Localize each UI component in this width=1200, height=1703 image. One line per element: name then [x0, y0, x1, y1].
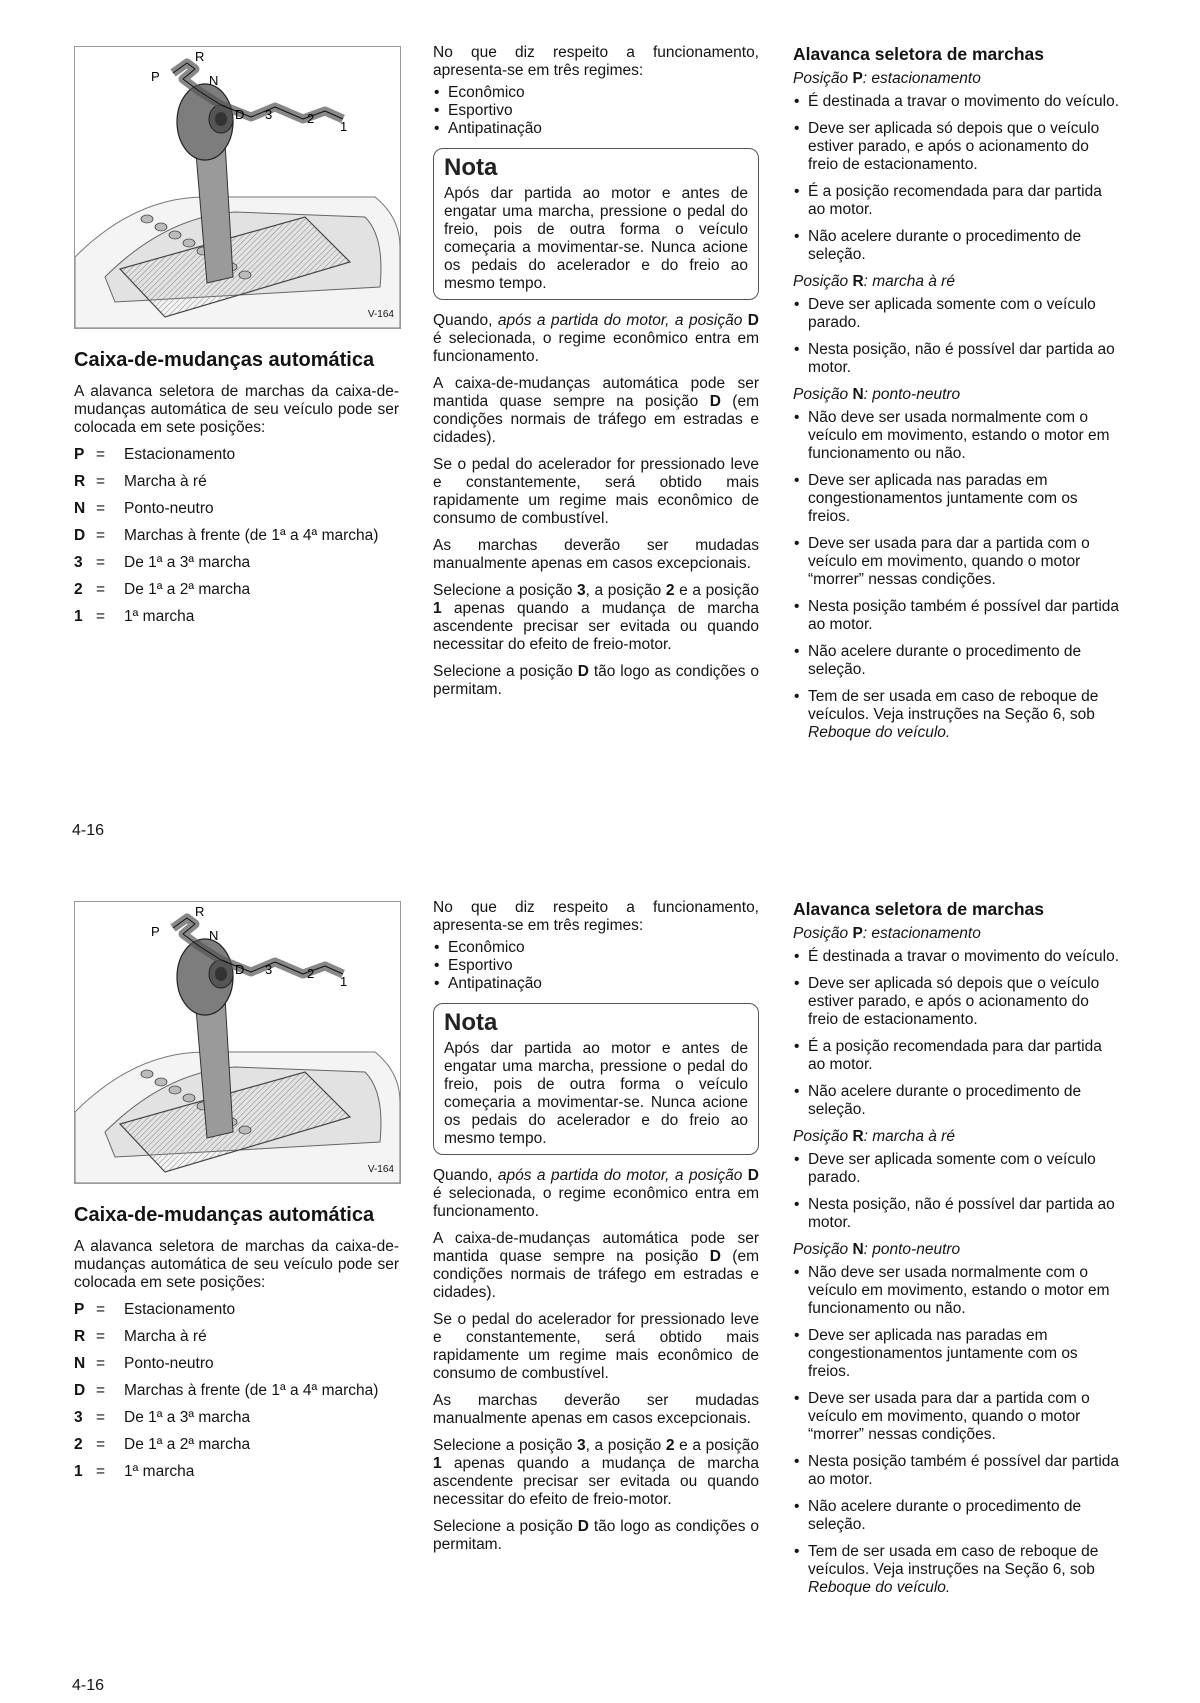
page-copy-bottom [0, 855, 1200, 1703]
column-right [793, 44, 1123, 751]
intro-text: A alavanca seletora de marchas da caixa-de-mudanças automática de seu veículo pode ser colocada em sete posições: [74, 383, 399, 436]
gate-label-p: P [151, 924, 160, 939]
equals-sign: = [96, 608, 106, 625]
text-span: e a posição [674, 1437, 759, 1454]
paragraph-positions [433, 582, 759, 654]
position-value: 1ª marcha [124, 608, 195, 625]
gate-label-2: 2 [307, 111, 315, 126]
bullet-item: • Não acelere durante o procedimento de seleção. [793, 1083, 1123, 1119]
position-item [74, 527, 399, 554]
column-middle [433, 899, 759, 1563]
text-span: Quando, [433, 1167, 498, 1184]
text-span: Posição [793, 273, 853, 290]
text-span: tão logo as condições o permitam. [433, 663, 759, 698]
figure-code: V-164 [367, 1164, 394, 1175]
note-box [433, 1003, 759, 1155]
equals-sign: = [96, 554, 106, 571]
section-title: Caixa-de-mudanças automática [74, 349, 375, 371]
intro-text: A alavanca seletora de marchas da caixa-de-mudanças automática de seu veículo pode ser colocada em sete posições: [74, 1238, 399, 1291]
column-right [793, 899, 1123, 1606]
bullet-item: • Deve ser usada para dar a partida com o veículo em movimento, quando o motor “morrer” nessas condições. [793, 1390, 1123, 1444]
text-span: Posição [793, 1241, 853, 1258]
regimes-intro: No que diz respeito a funcionamento, apresenta-se em três regimes: [433, 899, 759, 934]
note-box [433, 148, 759, 300]
position-item [74, 500, 399, 527]
text-span: : estacionamento [862, 70, 981, 87]
gear-selector-illustration [75, 902, 400, 1183]
position-value: Marcha à ré [124, 473, 207, 490]
subheading-p [793, 925, 1123, 943]
bold-span: R [852, 1128, 864, 1145]
equals-sign: = [96, 500, 106, 517]
position-key: 2 [74, 581, 83, 598]
bold-span: D [577, 1518, 589, 1535]
bullet-item [793, 1543, 1123, 1597]
text-span: Tem de ser usada em caso de reboque de veículos. Veja instruções na Seção 6, sob [808, 688, 1099, 723]
text-span: apenas quando a mudança de marcha ascendente precisar ser evitada ou quando necessitar do efeito de freio-motor. [433, 1455, 759, 1508]
equals-sign: = [96, 527, 106, 544]
gate-label-n: N [209, 73, 219, 88]
position-value: Marcha à ré [124, 1328, 207, 1345]
bullet-item: • Deve ser aplicada somente com o veículo parado. [793, 1151, 1123, 1187]
text-span: Quando, [433, 312, 498, 329]
italic-span: após a partida do motor, a posição [497, 312, 743, 329]
bullet-item: • Não deve ser usada normalmente com o veículo em movimento, estando o motor em funcionamento ou não. [793, 409, 1123, 463]
position-list [74, 1301, 399, 1490]
bold-span: D [709, 1248, 721, 1265]
note-text: Após dar partida ao motor e antes de engatar uma marcha, pressione o pedal do freio, pois de outra forma o veículo começaria a movimentar-se. Nunca acione os pedais do acelerador e do freio ao mesmo tempo. [444, 1040, 748, 1147]
position-value: De 1ª a 2ª marcha [124, 1436, 251, 1453]
bullet-item: • Nesta posição também é possível dar partida ao motor. [793, 598, 1123, 634]
bold-span: P [852, 70, 863, 87]
bullet-item [793, 688, 1123, 742]
selector-title: Alavanca seletora de marchas [793, 44, 1044, 64]
section-title: Caixa-de-mudanças automática [74, 1204, 375, 1226]
text-span: , a posição [585, 582, 666, 599]
bold-span: 1 [433, 600, 442, 617]
text-span: A caixa-de-mudanças automática pode ser mantida quase sempre na posição [433, 1230, 759, 1265]
gate-label-p: P [151, 69, 160, 84]
note-title: Nota [444, 1009, 498, 1036]
position-value: Ponto-neutro [124, 500, 214, 517]
gate-label-2: 2 [307, 966, 315, 981]
equals-sign: = [96, 1409, 106, 1426]
gear-selector-illustration [75, 47, 400, 328]
bullet-item: • Deve ser usada para dar a partida com o veículo em movimento, quando o motor “morrer” nessas condições. [793, 535, 1123, 589]
position-key: 1 [74, 608, 83, 625]
text-span: Tem de ser usada em caso de reboque de veículos. Veja instruções na Seção 6, sob [808, 1543, 1099, 1578]
gate-label-1: 1 [340, 974, 348, 989]
paragraph-position-d [433, 375, 759, 447]
position-key: 3 [74, 1409, 83, 1426]
bullet-item: • Não acelere durante o procedimento de seleção. [793, 643, 1123, 679]
position-item [74, 446, 399, 473]
paragraph-manual: As marchas deverão ser mudadas manualmente apenas em casos excepcionais. [433, 537, 759, 572]
text-span: : ponto-neutro [863, 386, 961, 403]
position-key: N [74, 1355, 86, 1372]
bullet-item: • Deve ser aplicada somente com o veículo parado. [793, 296, 1123, 332]
text-span: é selecionada, o regime econômico entra em funcionamento. [433, 330, 759, 365]
text-span: Posição [793, 925, 853, 942]
bullets-p [793, 93, 1123, 264]
paragraph-select-d [433, 1518, 759, 1554]
bold-span: D [747, 312, 759, 329]
equals-sign: = [96, 1436, 106, 1453]
position-value: Marchas à frente (de 1ª a 4ª marcha) [124, 527, 379, 544]
equals-sign: = [96, 1328, 106, 1345]
subheading-n [793, 1241, 1123, 1259]
text-span: Posição [793, 386, 853, 403]
position-value: De 1ª a 3ª marcha [124, 554, 251, 571]
text-span: Posição [793, 70, 853, 87]
position-value: Marchas à frente (de 1ª a 4ª marcha) [124, 1382, 379, 1399]
position-key: 2 [74, 1436, 83, 1453]
position-key: D [74, 1382, 86, 1399]
position-item [74, 1463, 399, 1490]
page-copy-top [0, 0, 1200, 848]
paragraph-select-d [433, 663, 759, 699]
bold-span: 3 [577, 582, 586, 599]
bullet-item: • Nesta posição, não é possível dar partida ao motor. [793, 1196, 1123, 1232]
equals-sign: = [96, 1301, 106, 1318]
text-span: A caixa-de-mudanças automática pode ser mantida quase sempre na posição [433, 375, 759, 410]
position-item [74, 1436, 399, 1463]
text-span: e a posição [674, 582, 759, 599]
bold-span: R [852, 273, 864, 290]
italic-span: Reboque do veículo. [808, 724, 951, 741]
paragraph-position-d [433, 1230, 759, 1302]
bullet-item: • Não acelere durante o procedimento de seleção. [793, 1498, 1123, 1534]
gear-selector-figure [74, 901, 401, 1184]
position-key: P [74, 446, 85, 463]
regime-item: • Esportivo [433, 102, 759, 120]
regimes-list [433, 84, 759, 138]
equals-sign: = [96, 446, 106, 463]
gate-label-d: D [235, 107, 245, 122]
text-span: Selecione a posição [433, 663, 578, 680]
gate-label-r: R [195, 904, 205, 919]
paragraph-startup [433, 1167, 759, 1221]
text-span: Selecione a posição [433, 1518, 578, 1535]
bullets-r [793, 296, 1123, 377]
bold-span: 1 [433, 1455, 442, 1472]
bold-span: N [852, 386, 864, 403]
regime-item: • Econômico [433, 84, 759, 102]
text-span: , a posição [585, 1437, 666, 1454]
position-item [74, 1301, 399, 1328]
position-item [74, 554, 399, 581]
paragraph-manual: As marchas deverão ser mudadas manualmente apenas em casos excepcionais. [433, 1392, 759, 1427]
gear-selector-figure [74, 46, 401, 329]
position-value: De 1ª a 3ª marcha [124, 1409, 251, 1426]
position-item [74, 1382, 399, 1409]
text-span: é selecionada, o regime econômico entra em funcionamento. [433, 1185, 759, 1220]
gate-label-d: D [235, 962, 245, 977]
bullet-item: • Deve ser aplicada só depois que o veículo estiver parado, e após o acionamento do freio de estacionamento. [793, 120, 1123, 174]
equals-sign: = [96, 1463, 106, 1480]
bold-span: N [852, 1241, 864, 1258]
bullets-r [793, 1151, 1123, 1232]
bullet-item: • Deve ser aplicada nas paradas em congestionamentos juntamente com os freios. [793, 1327, 1123, 1381]
text-span: : ponto-neutro [863, 1241, 961, 1258]
column-middle [433, 44, 759, 708]
gate-label-3: 3 [265, 107, 273, 122]
page-number: 4-16 [72, 1677, 105, 1694]
bullet-item: • Deve ser aplicada só depois que o veículo estiver parado, e após o acionamento do freio de estacionamento. [793, 975, 1123, 1029]
bullets-n [793, 409, 1123, 742]
position-item [74, 1409, 399, 1436]
bold-span: P [852, 925, 863, 942]
bold-span: D [709, 393, 721, 410]
position-item [74, 1328, 399, 1355]
equals-sign: = [96, 1355, 106, 1372]
position-value: Estacionamento [124, 446, 236, 463]
italic-span: após a partida do motor, a posição [497, 1167, 743, 1184]
paragraph-accelerator: Se o pedal do acelerador for pressionado leve e constantemente, será obtido mais rapidamente um regime mais econômico de consumo de combustível. [433, 456, 759, 527]
paragraph-positions [433, 1437, 759, 1509]
position-list [74, 446, 399, 635]
text-span: Posição [793, 1128, 853, 1145]
text-span: : marcha à ré [863, 1128, 955, 1145]
position-value: De 1ª a 2ª marcha [124, 581, 251, 598]
figure-code: V-164 [367, 309, 394, 320]
selector-title: Alavanca seletora de marchas [793, 899, 1044, 919]
position-key: P [74, 1301, 85, 1318]
bold-span: 2 [665, 582, 675, 599]
column-left [74, 901, 399, 1490]
gate-label-3: 3 [265, 962, 273, 977]
position-item [74, 581, 399, 608]
regimes-list [433, 939, 759, 993]
text-span: : estacionamento [862, 925, 981, 942]
position-key: R [74, 1328, 86, 1345]
equals-sign: = [96, 581, 106, 598]
regime-item: • Esportivo [433, 957, 759, 975]
subheading-n [793, 386, 1123, 404]
position-value: Ponto-neutro [124, 1355, 214, 1372]
bullet-item: • Nesta posição também é possível dar partida ao motor. [793, 1453, 1123, 1489]
position-key: N [74, 500, 86, 517]
bullet-item: • É destinada a travar o movimento do veículo. [793, 93, 1123, 111]
regime-item: • Antipatinação [433, 975, 759, 993]
bold-span: D [577, 663, 589, 680]
italic-span: Reboque do veículo. [808, 1579, 951, 1596]
bullet-item: • É destinada a travar o movimento do veículo. [793, 948, 1123, 966]
text-span: Selecione a posição [433, 1437, 577, 1454]
position-key: 3 [74, 554, 83, 571]
position-item [74, 1355, 399, 1382]
bold-span: 3 [577, 1437, 586, 1454]
equals-sign: = [96, 473, 106, 490]
subheading-r [793, 273, 1123, 291]
bullet-item: • Nesta posição, não é possível dar partida ao motor. [793, 341, 1123, 377]
text-span: (em condições normais de tráfego em estradas e cidades). [433, 393, 759, 446]
bullet-item: • É a posição recomendada para dar partida ao motor. [793, 1038, 1123, 1074]
gate-label-r: R [195, 49, 205, 64]
gate-label-1: 1 [340, 119, 348, 134]
subheading-r [793, 1128, 1123, 1146]
bullet-item: • É a posição recomendada para dar partida ao motor. [793, 183, 1123, 219]
position-item [74, 473, 399, 500]
note-title: Nota [444, 154, 498, 181]
position-item [74, 608, 399, 635]
position-key: 1 [74, 1463, 83, 1480]
note-text: Após dar partida ao motor e antes de engatar uma marcha, pressione o pedal do freio, pois de outra forma o veículo começaria a movimentar-se. Nunca acione os pedais do acelerador e do freio ao mesmo tempo. [444, 185, 748, 292]
paragraph-accelerator: Se o pedal do acelerador for pressionado leve e constantemente, será obtido mais rapidamente um regime mais econômico de consumo de combustível. [433, 1311, 759, 1382]
paragraph-startup [433, 312, 759, 366]
bold-span: 2 [665, 1437, 675, 1454]
bullet-item: • Não acelere durante o procedimento de seleção. [793, 228, 1123, 264]
regimes-intro: No que diz respeito a funcionamento, apresenta-se em três regimes: [433, 44, 759, 79]
text-span: (em condições normais de tráfego em estradas e cidades). [433, 1248, 759, 1301]
text-span: apenas quando a mudança de marcha ascendente precisar ser evitada ou quando necessitar do efeito de freio-motor. [433, 600, 759, 653]
text-span: Selecione a posição [433, 582, 577, 599]
regime-item: • Econômico [433, 939, 759, 957]
position-value: 1ª marcha [124, 1463, 195, 1480]
position-value: Estacionamento [124, 1301, 236, 1318]
regime-item: • Antipatinação [433, 120, 759, 138]
bullet-item: • Deve ser aplicada nas paradas em congestionamentos juntamente com os freios. [793, 472, 1123, 526]
bullets-p [793, 948, 1123, 1119]
page-number: 4-16 [72, 822, 105, 839]
equals-sign: = [96, 1382, 106, 1399]
bold-span: D [747, 1167, 759, 1184]
subheading-p [793, 70, 1123, 88]
bullet-item: • Não deve ser usada normalmente com o veículo em movimento, estando o motor em funcionamento ou não. [793, 1264, 1123, 1318]
column-left [74, 46, 399, 635]
bullets-n [793, 1264, 1123, 1597]
text-span: tão logo as condições o permitam. [433, 1518, 759, 1553]
position-key: D [74, 527, 86, 544]
gate-label-n: N [209, 928, 219, 943]
position-key: R [74, 473, 86, 490]
text-span: : marcha à ré [863, 273, 955, 290]
